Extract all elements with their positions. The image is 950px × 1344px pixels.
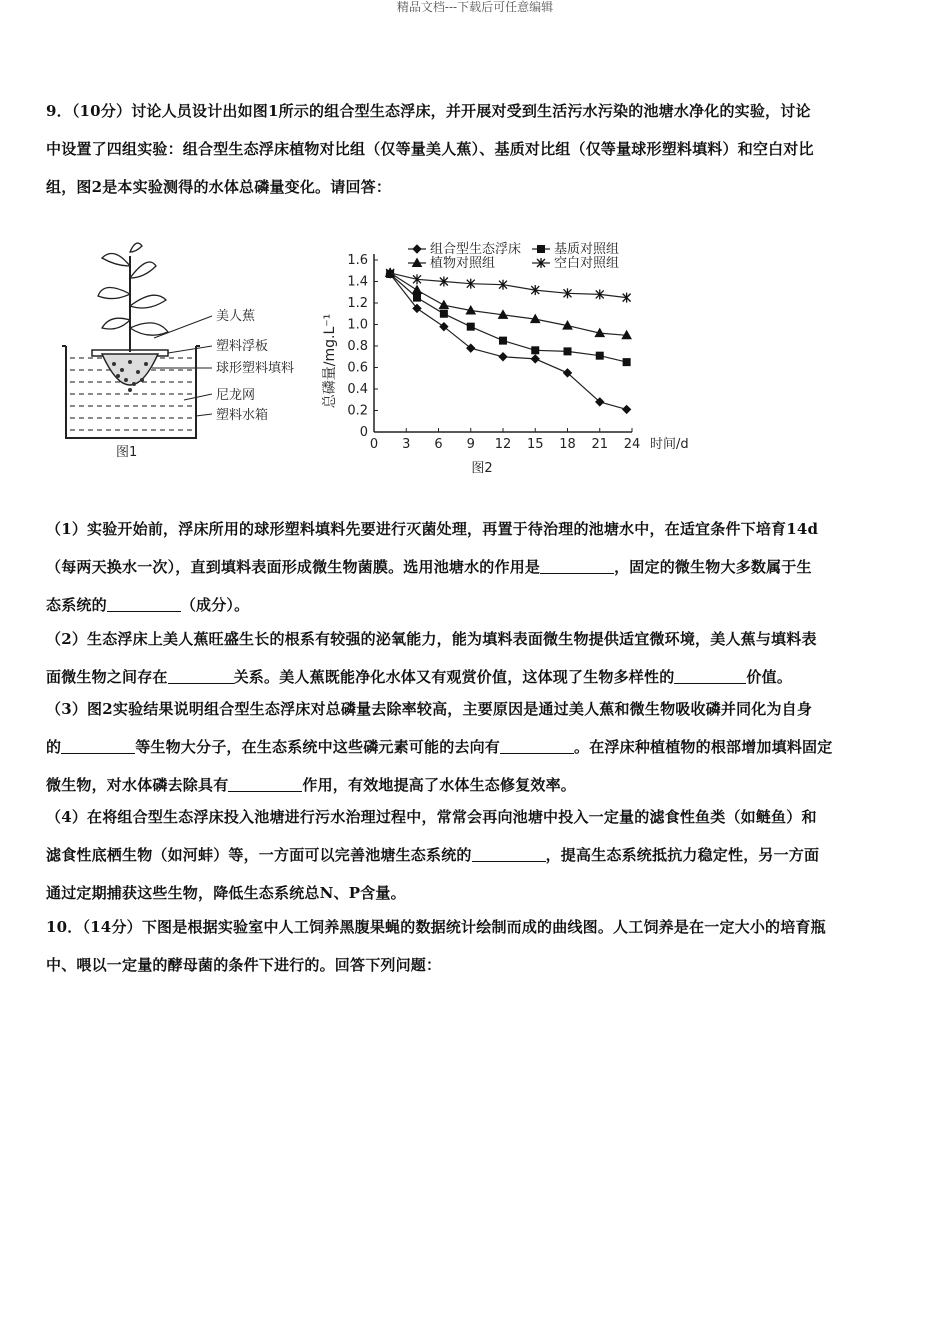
q9-part-4 <box>46 798 908 912</box>
chart-point <box>413 245 421 253</box>
q9-p1-line-2: （每两天换水一次），直到填料表面形成微生物菌膜。选用池塘水的作用是 ，固定的微生物大多数属于生 <box>46 558 812 576</box>
chart-x-tick-label: 12 <box>494 437 512 452</box>
fig1-label-tank: 塑料水箱 <box>216 408 269 423</box>
q9-p3-line-2: 的 等生物大分子，在生态系统中这些磷元素可能的去向有 。在浮床种植植物的根部增加填料固定 <box>46 738 833 756</box>
chart-series-line <box>390 273 626 335</box>
chart-y-tick-label: 1.0 <box>347 317 368 333</box>
fig1-label-nylon-net: 尼龙网 <box>216 388 256 403</box>
q9-intro <box>46 92 908 206</box>
chart-y-tick-label: 0.2 <box>347 403 368 419</box>
chart-point <box>596 352 603 359</box>
chart-point <box>439 301 448 309</box>
fig1-label-canna: 美人蕉 <box>216 309 256 324</box>
answer-blank[interactable] <box>61 738 135 754</box>
chart-ylabel: 总磷量/mg.L⁻¹ <box>322 313 338 409</box>
legend-label: 植物对照组 <box>430 256 496 271</box>
figure-2-chart <box>316 236 716 478</box>
q10-line-1: 10．（14分）下图是根据实验室中人工饲养黑腹果蝇的数据统计绘制而成的曲线图。人工饲养是在一定大小的培育瓶 <box>46 918 826 936</box>
q9-line-2: 中设置了四组实验：组合型生态浮床植物对比组（仅等量美人蕉）、基质对比组（仅等量球形塑料填料）和空白对比 <box>46 140 814 158</box>
chart-series-line <box>390 273 626 298</box>
answer-blank[interactable] <box>540 558 614 574</box>
q10-line-2: 中、喂以一定量的酵母菌的条件下进行的。回答下列问题： <box>46 956 442 974</box>
chart-point <box>414 294 421 301</box>
figure-1 <box>44 236 314 468</box>
fig1-caption: 图1 <box>116 445 138 460</box>
q9-p4-line-2: 滤食性底栖生物（如河蚌）等，一方面可以完善池塘生态系统的 ，提高生态系统抵抗力稳定性，另一方面 <box>46 846 820 864</box>
chart-point <box>538 246 545 253</box>
q9-part-2 <box>46 620 908 696</box>
q9-p2-line-1: （2）生态浮床上美人蕉旺盛生长的根系有较强的泌氧能力，能为填料表面微生物提供适宜微环境，美人蕉与填料表 <box>46 630 817 648</box>
chart-point <box>467 323 474 330</box>
answer-blank[interactable] <box>500 738 574 754</box>
q9-part-3 <box>46 690 908 804</box>
chart-x-tick-label: 0 <box>369 437 379 452</box>
q9-line-3: 组，图2是本实验测得的水体总磷量变化。请回答： <box>46 178 392 196</box>
answer-blank[interactable] <box>168 668 234 684</box>
legend-label: 基质对照组 <box>554 242 620 257</box>
chart-y-tick-label: 1.6 <box>347 253 368 268</box>
answer-blank[interactable] <box>228 776 302 792</box>
legend-label: 组合型生态浮床 <box>430 242 522 257</box>
chart-series-line <box>390 274 626 362</box>
chart-point <box>623 405 631 413</box>
chart-x-tick-label: 21 <box>591 437 609 452</box>
chart-point <box>499 353 507 361</box>
chart-y-tick-label: 0.6 <box>347 360 368 376</box>
q9-p4-line-1: （4）在将组合型生态浮床投入池塘进行污水治理过程中，常常会再向池塘中投入一定量的滤食性鱼类（如鲢鱼）和 <box>46 808 817 826</box>
fig1-label-float-board: 塑料浮板 <box>216 339 269 354</box>
q9-p4-line-3: 通过定期捕获这些生物，降低生态系统总N、P含量。 <box>46 884 406 902</box>
chart-y-tick-label: 0 <box>359 425 368 440</box>
chart-y-tick-label: 0.8 <box>347 339 368 354</box>
chart-point <box>440 310 447 317</box>
chart-point <box>413 286 422 294</box>
chart-y-tick-label: 1.2 <box>347 296 368 311</box>
fig1-label-filler: 球形塑料填料 <box>216 361 295 376</box>
legend-label: 空白对照组 <box>554 256 620 271</box>
chart-x-tick-label: 3 <box>402 437 411 452</box>
chart-caption: 图2 <box>471 461 493 476</box>
chart-x-tick-label: 18 <box>559 437 576 452</box>
chart-x-tick-label: 24 <box>623 437 641 452</box>
answer-blank[interactable] <box>107 596 181 612</box>
chart-x-tick-label: 9 <box>466 437 475 452</box>
chart-x-tick-label: 15 <box>526 437 544 452</box>
chart-xlabel: 时间/d <box>650 437 689 452</box>
chart-point <box>564 348 571 355</box>
chart-y-tick-label: 0.4 <box>347 382 368 397</box>
q9-part-1 <box>46 510 908 624</box>
chart-point <box>623 359 630 366</box>
chart-point <box>531 355 539 363</box>
q10-intro <box>46 908 908 984</box>
q9-p3-line-3: 微生物，对水体磷去除具有 作用，有效地提高了水体生态修复效率。 <box>46 776 577 794</box>
q9-line-1: 9．（10分）讨论人员设计出如图1所示的组合型生态浮床，并开展对受到生活污水污染的池塘水净化的实验，讨论 <box>46 102 811 120</box>
q9-p1-line-1: （1）实验开始前，浮床所用的球形塑料填料先要进行灭菌处理，再置于待治理的池塘水中，在适宜条件下培育14d <box>46 520 819 538</box>
answer-blank[interactable] <box>674 668 746 684</box>
answer-blank[interactable] <box>472 846 546 862</box>
chart-point <box>500 337 507 344</box>
q9-p3-line-1: （3）图2实验结果说明组合型生态浮床对总磷量去除率较高，主要原因是通过美人蕉和微生物吸收磷并同化为自身 <box>46 700 813 718</box>
chart-point <box>532 347 539 354</box>
q9-p1-line-3: 态系统的 （成分）。 <box>46 596 250 614</box>
chart-y-tick-label: 1.4 <box>347 274 368 290</box>
chart-x-tick-label: 6 <box>434 437 443 452</box>
q9-p2-line-2: 面微生物之间存在 关系。美人蕉既能净化水体又有观赏价值，这体现了生物多样性的 价值。 <box>46 668 793 686</box>
page-header: 精品文档---下载后可任意编辑 <box>396 0 554 14</box>
